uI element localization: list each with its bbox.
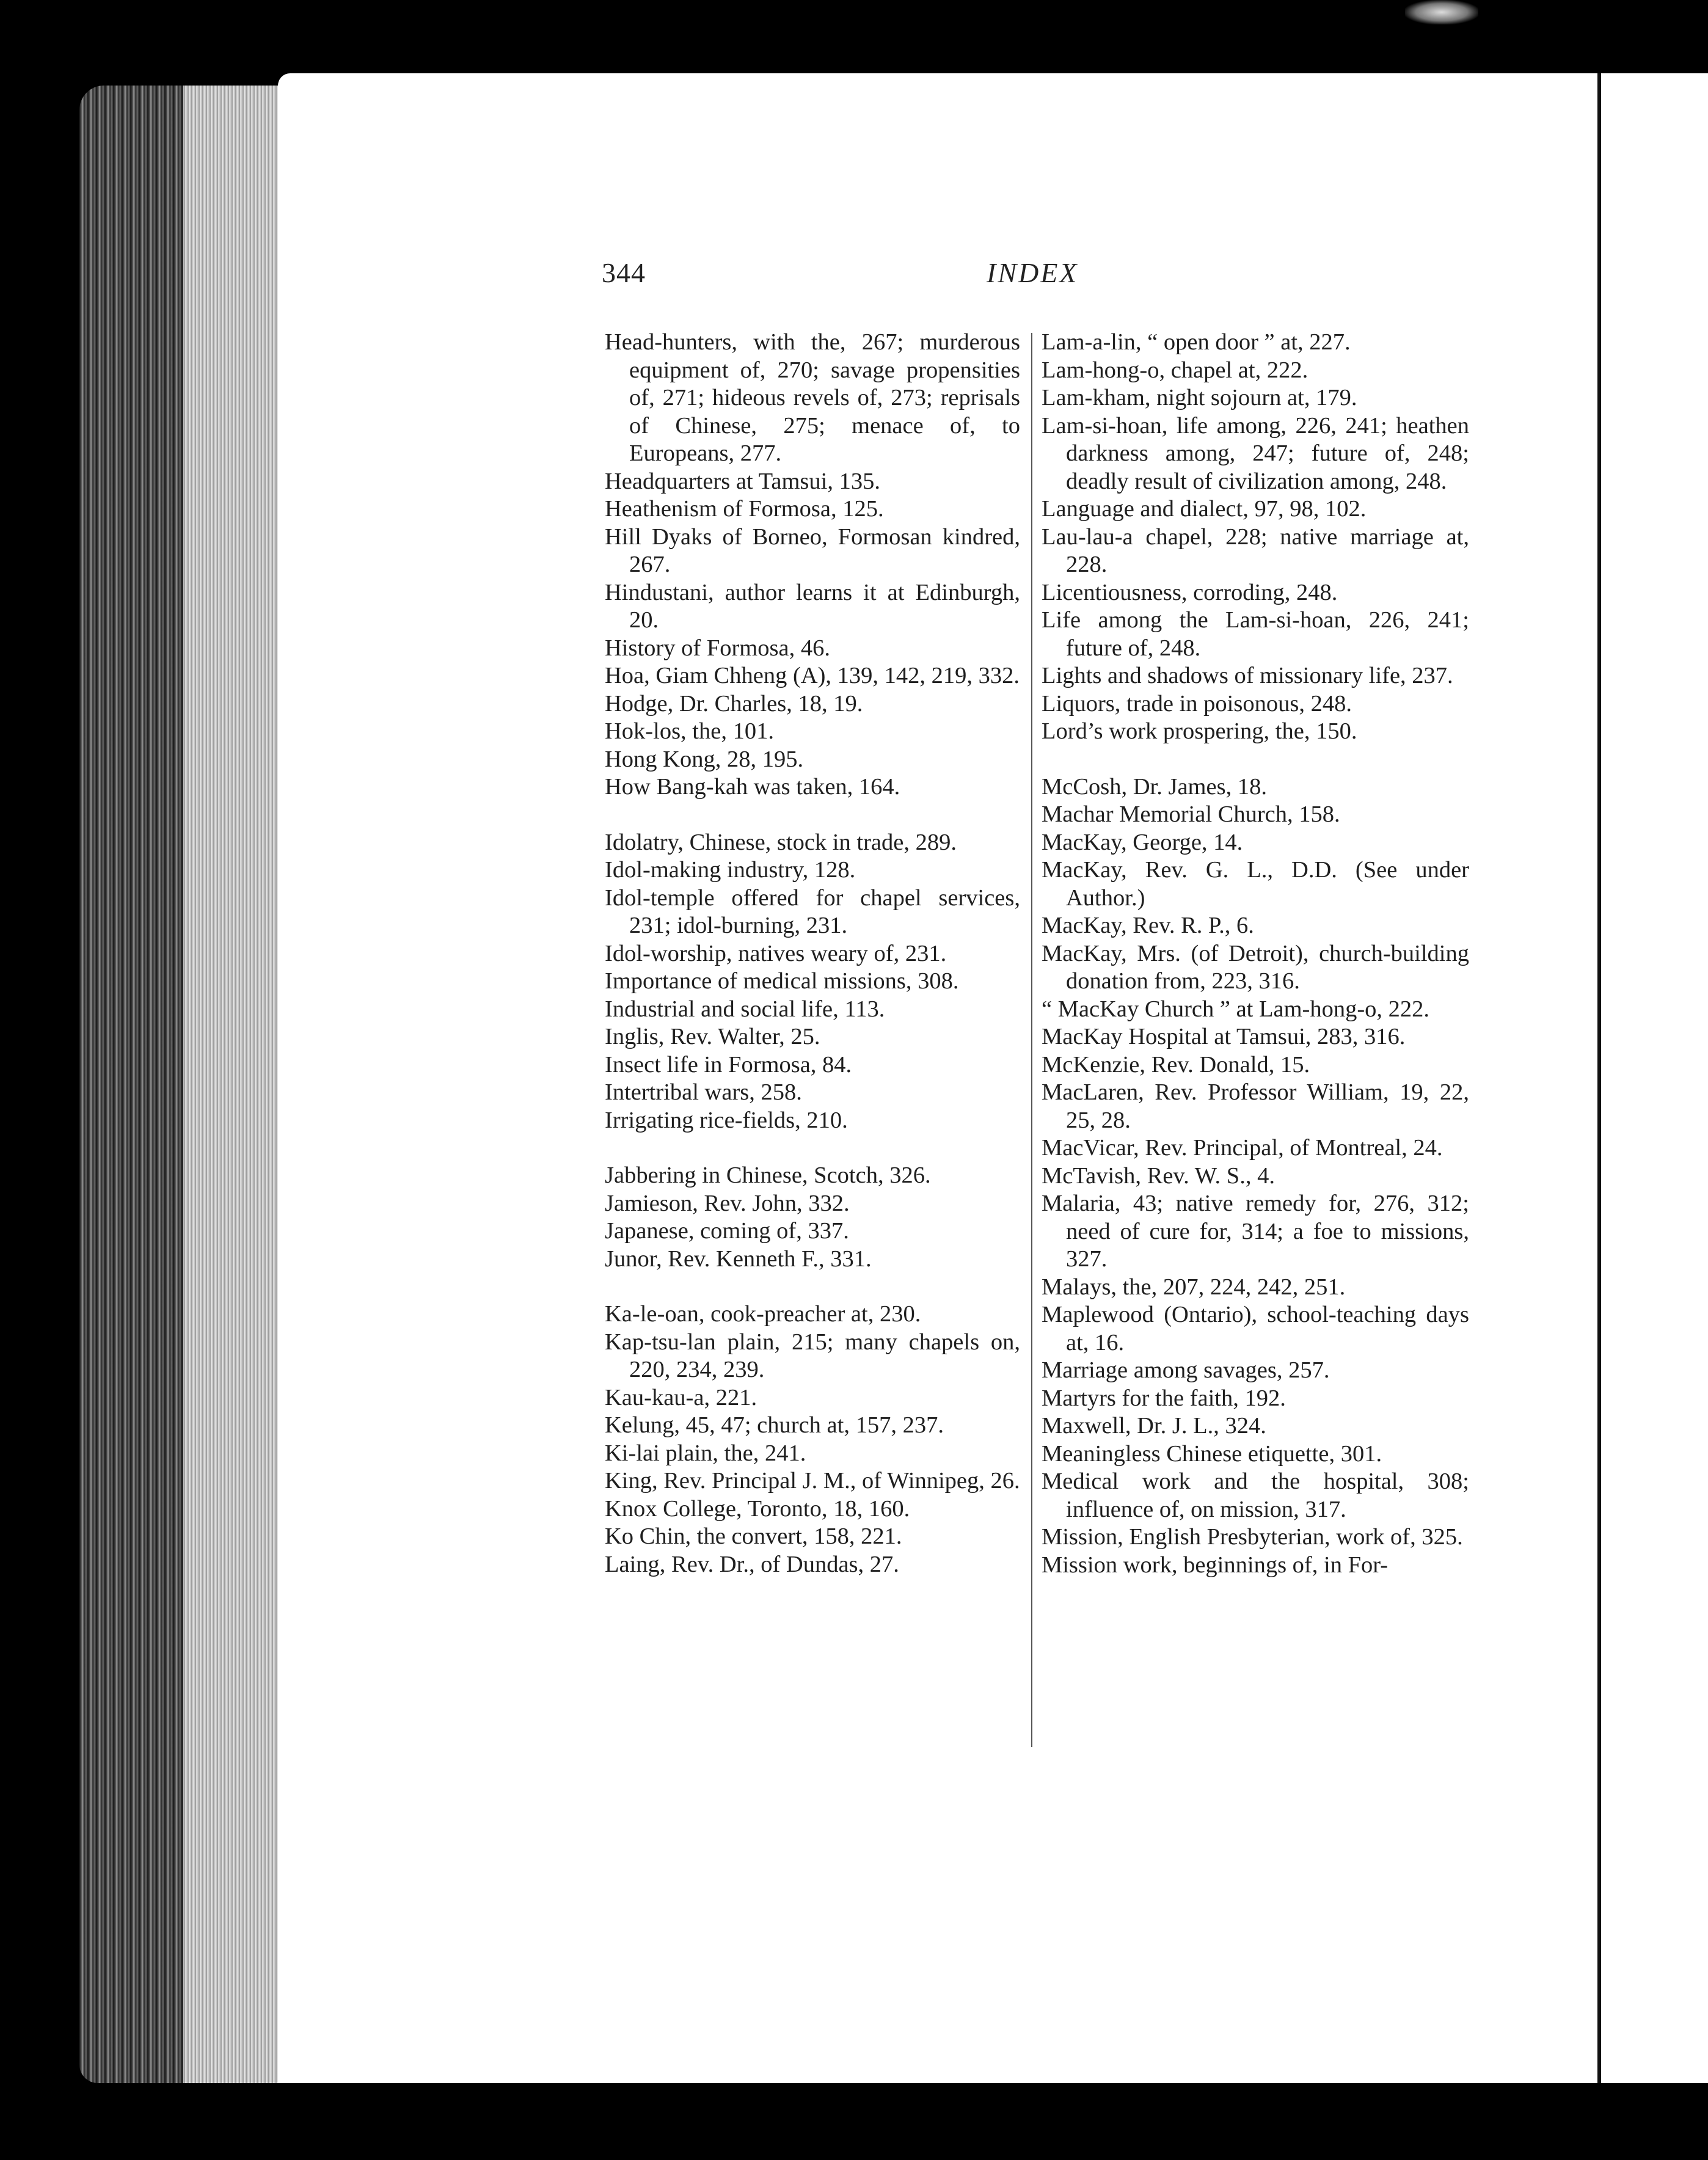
index-entry: Kelung, 45, 47; church at, 157, 237. <box>605 1412 944 1438</box>
facing-page-edge <box>1597 73 1708 2083</box>
index-entry: Lights and shadows of missionary life, 237. <box>1042 663 1453 688</box>
index-entry: Laing, Rev. Dr., of Dundas, 27. <box>605 1551 899 1577</box>
index-section-gap <box>1042 746 1469 773</box>
index-entry: MacKay Hospital at Tamsui, 283, 316. <box>1042 1024 1406 1049</box>
index-entry: Hong Kong, 28, 195. <box>605 746 804 772</box>
index-entry: MacKay, George, 14. <box>1042 829 1243 855</box>
index-entry: Idolatry, Chinese, stock in trade, 289. <box>605 829 957 855</box>
index-entry: MacLaren, Rev. Professor William, 19, 22, 25, 28. <box>1042 1079 1469 1133</box>
index-entry: MacVicar, Rev. Principal, of Montreal, 24. <box>1042 1135 1443 1161</box>
index-entry: Lam-si-hoan, life among, 226, 241; heathen darkness among, 247; future of, 248; deadly result of civilization among, 248. <box>1042 412 1469 494</box>
index-entry: Hoa, Giam Chheng (A), 139, 142, 219, 332. <box>605 663 1020 688</box>
index-entry: Ki-lai plain, the, 241. <box>605 1440 806 1466</box>
page-number: 344 <box>602 257 646 288</box>
index-entry: Inglis, Rev. Walter, 25. <box>605 1024 820 1049</box>
index-entry: MacKay, Rev. R. P., 6. <box>1042 913 1254 938</box>
index-entry: Martyrs for the faith, 192. <box>1042 1385 1286 1411</box>
index-entry: Liquors, trade in poisonous, 248. <box>1042 690 1352 717</box>
index-entry: Meaningless Chinese etiquette, 301. <box>1042 1440 1382 1467</box>
index-entry: Kap-tsu-lan plain, 215; many chapels on, 220, 234, 239. <box>605 1329 1020 1382</box>
index-entry: Heathenism of Formosa, 125. <box>605 496 884 522</box>
index-entry: Hodge, Dr. Charles, 18, 19. <box>605 690 863 717</box>
running-title: INDEX <box>987 257 1079 288</box>
index-entry: Hill Dyaks of Borneo, Formosan kindred, 267. <box>605 524 1020 577</box>
index-entry: McCosh, Dr. James, 18. <box>1042 773 1267 800</box>
index-section-gap <box>605 1273 1020 1301</box>
index-entry: King, Rev. Principal J. M., of Winnipeg, 26. <box>605 1468 1020 1494</box>
index-entry: Machar Memorial Church, 158. <box>1042 801 1340 827</box>
index-entry: Importance of medical missions, 308. <box>605 968 959 994</box>
index-entry: Jabbering in Chinese, Scotch, 326. <box>605 1162 931 1188</box>
index-entry: Lam-kham, night sojourn at, 179. <box>1042 385 1357 410</box>
index-entry: Malays, the, 207, 224, 242, 251. <box>1042 1274 1346 1300</box>
index-entry: Maxwell, Dr. J. L., 324. <box>1042 1413 1266 1439</box>
index-entry: Idol-temple offered for chapel services, 231; idol-burning, 231. <box>605 885 1020 938</box>
index-entry: Junor, Rev. Kenneth F., 331. <box>605 1246 872 1272</box>
index-entry: Intertribal wars, 258. <box>605 1079 802 1105</box>
index-section-gap <box>605 1134 1020 1162</box>
column-divider <box>1031 333 1032 1747</box>
index-entry: Language and dialect, 97, 98, 102. <box>1042 496 1367 522</box>
index-entry: Lord’s work prospering, the, 150. <box>1042 718 1357 744</box>
index-section-gap <box>605 801 1020 829</box>
index-entry: Hindustani, author learns it at Edinburgh, 20. <box>605 579 1020 633</box>
index-entry: Mission work, beginnings of, in For- <box>1042 1552 1389 1578</box>
index-entry: Headquarters at Tamsui, 135. <box>605 468 880 494</box>
index-entry: Life among the Lam-si-hoan, 226, 241; future of, 248. <box>1042 607 1469 661</box>
index-entry: MacKay, Rev. G. L., D.D. (See under Author.) <box>1042 857 1469 911</box>
index-entry: Lau-lau-a chapel, 228; native marriage at, 228. <box>1042 524 1469 577</box>
index-column-left <box>605 329 1020 1578</box>
index-column-right <box>1042 329 1469 1579</box>
scan-speck <box>1405 0 1478 24</box>
index-entry: Hok-los, the, 101. <box>605 718 774 744</box>
index-entry: Marriage among savages, 257. <box>1042 1357 1330 1383</box>
index-entry: Mission, English Presbyterian, work of, 325. <box>1042 1524 1463 1550</box>
index-entry: Ko Chin, the convert, 158, 221. <box>605 1523 902 1549</box>
index-entry: How Bang-kah was taken, 164. <box>605 774 900 800</box>
index-entry: Kau-kau-a, 221. <box>605 1384 757 1410</box>
index-entry: Knox College, Toronto, 18, 160. <box>605 1495 910 1522</box>
index-entry: Japanese, coming of, 337. <box>605 1218 849 1244</box>
index-entry: Insect life in Formosa, 84. <box>605 1051 852 1078</box>
index-entry: Ka-le-oan, cook-preacher at, 230. <box>605 1301 921 1327</box>
index-entry: Malaria, 43; native remedy for, 276, 312; need of cure for, 314; a foe to missions, 327. <box>1042 1191 1469 1272</box>
index-entry: McKenzie, Rev. Donald, 15. <box>1042 1051 1310 1078</box>
index-entry: MacKay, Mrs. (of Detroit), church-building donation from, 223, 316. <box>1042 940 1469 994</box>
book-page-edges-light <box>183 86 287 2083</box>
index-entry: Head-hunters, with the, 267; murderous equipment of, 270; savage propensities of, 271; hideous revels of, 273; reprisals of Chinese, 275; menace of, to Europeans, 277. <box>605 329 1020 466</box>
index-entry: Idol-making industry, 128. <box>605 857 856 883</box>
index-entry: “ MacKay Church ” at Lam-hong-o, 222. <box>1042 996 1430 1022</box>
index-entry: Maplewood (Ontario), school-teaching days at, 16. <box>1042 1302 1469 1355</box>
index-entry: Idol-worship, natives weary of, 231. <box>605 940 947 966</box>
index-entry: Industrial and social life, 113. <box>605 996 885 1022</box>
index-entry: Jamieson, Rev. John, 332. <box>605 1190 850 1216</box>
index-entry: Lam-a-lin, “ open door ” at, 227. <box>1042 329 1351 355</box>
index-entry: History of Formosa, 46. <box>605 635 830 661</box>
index-entry: McTavish, Rev. W. S., 4. <box>1042 1162 1275 1189</box>
index-entry: Irrigating rice-fields, 210. <box>605 1107 848 1133</box>
index-entry: Medical work and the hospital, 308; influence of, on mission, 317. <box>1042 1469 1469 1522</box>
index-entry: Lam-hong-o, chapel at, 222. <box>1042 357 1308 383</box>
index-entry: Licentiousness, corroding, 248. <box>1042 579 1338 605</box>
